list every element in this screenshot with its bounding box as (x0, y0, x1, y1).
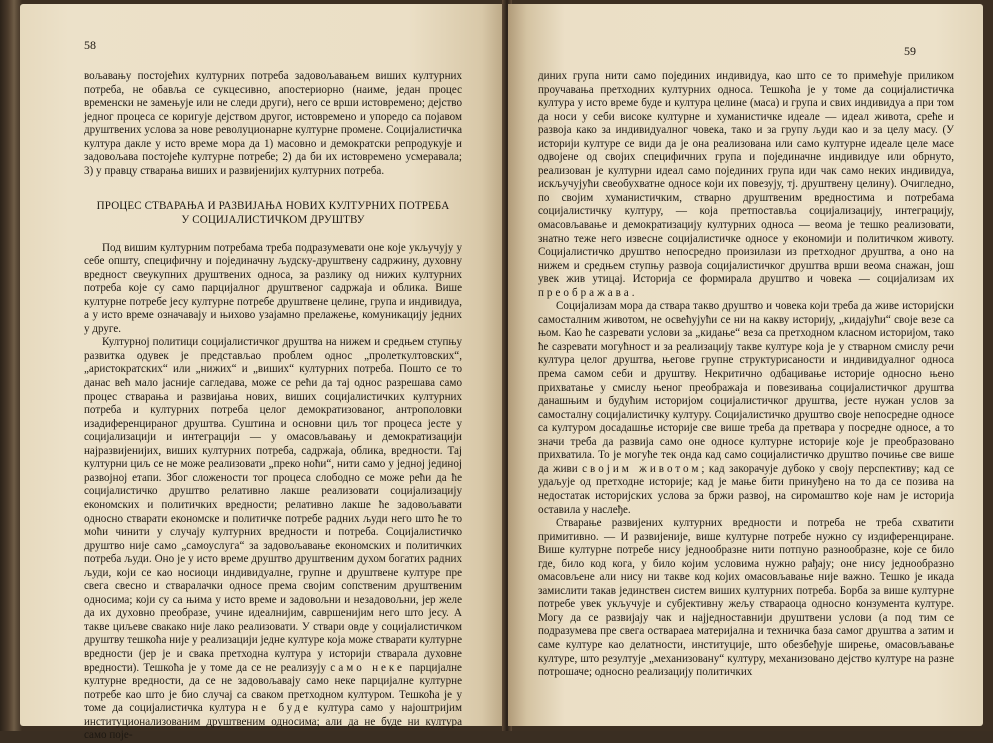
paragraph: Под вишим културним потребама треба подразумевати оне које укључују у себе општу, специфичну и појединачну људску-друштвену садржину, духовну вредност свеукупних друштвених односа, за разлику од нижих културних потреба које су само парцијалног друштвеног садржаја и облика. Више културне потребе јесу културне потребе друштвене целине, група и индивидуа, а у исто време означавају и њихово узајамно прелажење, комуникацију једних у друге. (84, 241, 462, 335)
text-run: Социјализам мора да ствара такво друштво и човека који треба да живе историјски самосталним животом, не освећујући се ни на какву историју, „кидајући“ своје везе са њом. Као ће сазревати услови за „кидање“ веза са претходном класном историјом, тако ће сазревати могућност и за реализацију такве културе која је у стварном смислу речи култура целог друштва, његове групне структурисаности и индивидуалног односа према самом себи и друштву. Некритично одбацивање историје односно њено прихватање у смислу њеног преображаја и повезивања социјалистичког друштва данашњим и будућим историјом социјалистичког друштва, јесте нужан услов за самосталну социјалистичку културу. Социјалистичко друштво своје непосредне односе са културом досадашње историје све више треба да претвара у посредне односе, а то значи треба да развија само оне односе културне историје које је преобразовано прихватила. То је могуће тек онда кад само социјалистичко друштво почиње све више да живи (538, 300, 954, 475)
paragraph: Стварање развијених културних вредности и потреба не треба схватити примитивно. — И развијеније, више културне потребе нужно су издиференциране. Више културне потребе нису једнообразне нити потпуно разнообразне, које се било где, било код кога, у било којим условима нужно рађају; оне нису једнообразно омасовљене али нису ни такве код којих омасовљавање није важно. Тешко је икада замислити такав јединствен систем виших културних потреба. Борба за више културне потребе увек укључује и субјективну жељу ствараоца односно конзумента културе. Могу да се развијају чак и најједноставнији друштвени услови (а под тим се подразумева пре свега оствараеа материјална и техничка база самог друштва а затим и саме културе као делатности, институције, што обезбеђује ширење, омасовљавање културе, што резултује „механизовану“ културу, механизовано дејство културе на разне потрошаче; односно реализацију политичких (538, 517, 954, 679)
emphasized-text: само неке (330, 661, 405, 674)
paragraph (84, 336, 462, 742)
text-run: диних група нити само појединих индивидуа, као што се то примећује приликом проучавања претходних културних односа. Тешкоћа је у томе да социјалистичка култура у исто време буде и култура целине (маса) и група и свих индивидуа а при том да носи у себи високе културне и хуманистичке идеале — идеал живота, среће и развоја како за индивидуалног човека, тако и за групу људи као и за целу масу. (У историји културе се види да је она реализована или само културне идеале целе масе одвојене од својих специфичних група и појединачне индивидуе или обрнуто, реализован је културни идеал само појединих група иди чак само неких индивидуа, искључујући свеобухватне односе који их повезују, тј. друштвену целину). Очигледно, по својим хуманистичким, стварно друштвеним вредностима и потребама социјалистичку културу, — која претпоставља социјализацију, интеграцију, омасовљавање и демократизацију културних односа — веома је тешко реализовати, знатно теже него извесне социјалистичке односе у економији и политичком животу. Социјалистичко друштво непосредно произилази из претходног друштва, а оно на нижем и средњем ступњу развоја социјалистичког друштва врши веома снажан, још увек жив утицај. Историја се формирала друштво и човека — социјализам их (538, 70, 954, 286)
heading-line: ПРОЦЕС СТВАРАЊА И РАЗВИЈАЊА НОВИХ КУЛТУРНИХ ПОТРЕБА (96, 200, 450, 213)
page-number: 59 (904, 44, 916, 58)
paragraph (538, 70, 954, 300)
page-number: 58 (84, 38, 96, 52)
section-heading (90, 200, 456, 227)
heading-line: У СОЦИЈАЛИСТИЧКОМ ДРУШТВУ (181, 213, 365, 226)
paragraph: вољавању постојећих културних потреба задовољавањем виших културних потреба, не обавља се сукцесивно, апостериорно (наиме, један процес временски не замењује или не следи други), него се врши истовремено; дејство једног процеса се коригује дејством другог, истовремено и упоредо са појавом друштвених услова за нове револуционарне културне промене. Социјалистичка култура дакле у исто време мора да 1) масовно и демократски репродукује и задовољава постојеће културне потребе; 2) да би их истовремено усмеравала; 3) у правцу стварања виших и развијенијих културних потреба. (84, 70, 462, 177)
text-run: Културној политици социјалистичког друштва на нижем и средњем ступњу развитка одувек је представљао проблем однос „пролеткултовских“, „аристократских“ или „нижих“ и „виших“ културних потреба. Пошто се то данас већ мало јасније сагледава, може се рећи да тај однос разрешава само процес стварања и развијања нових, виших социјалистичких културних потреба и културних потреба целог демократизованог, антрополовки изадиференцираног друштва. Суштина и основни циљ тог процеса јесте у социјализацији и интеграцији — у омасовљавању и демократизацији најразвијенијих, виших културних потреба, садржаја, облика, вредности. Тај културни циљ се не може реализовати „преко ноћи“, нити само у једној јединој развојној етапи. Због сложености тог процеса слободно се може рећи да ће социјалистичко друштво релативно лакше реализовати социјализацију економских и политичких вредности; релативно лакше ће задовољавати односно стварати економске и политичке потребе радних људи него што ће то моћи чинити у случају културних вредности и потреба. Социјалистичко друштво није само „самоуслуга“ за задовољавање економских и политичких потреба људи. Оно је у исто време друштво друштвеним духом богатих радних људи, који се као носиоци индивидуалне, групне и друштвене културе пре свега свесно и стваралачки односе према својим сопственим друштвеним односима; који су са њима у исто време и задовољни и незадовољни, јер желе да их духовно преобразе, учине идеалнијим, савршенијим него што јесу. А такве циљеве свакако није лако реализовати. У ствари овде у социјалистичком друштву тешкоћа није у реализацији једне културе која може стварати културне вредности (јер је и свака претходна култура у историји стварала духовне вредности). Тешкоћа је у томе да се не реализују (84, 336, 462, 674)
text-run: ; кад закорачује дубоко у своју перспективу; кад се удаљује од претходне историје; кад је мање бити принуђено на то да се позива на недостатак историјских услова за бржи развој, на сиромаштво које нам је историја оставила у наслеђе. (538, 462, 954, 516)
text-run: култура само у најоштријим институционализованим друштвеним односима; али да не буде ни култура само поје- (84, 702, 463, 742)
emphasized-text: преображава (538, 286, 632, 299)
paragraph (538, 300, 954, 517)
right-page (508, 4, 983, 726)
text-run: парцијалне културне вредности, да се не задовољавају само неке парцијалне културне потребе као што је био случај са сваком претходном културом. Тешкоћа је у томе да социјалистичка култура (84, 661, 462, 715)
emphasized-text: не буде (252, 702, 312, 715)
text-run: . (631, 286, 635, 299)
emphasized-text: својим животом (582, 462, 702, 475)
left-page-text (84, 70, 462, 743)
right-page-text (538, 70, 954, 680)
left-page (20, 4, 506, 742)
